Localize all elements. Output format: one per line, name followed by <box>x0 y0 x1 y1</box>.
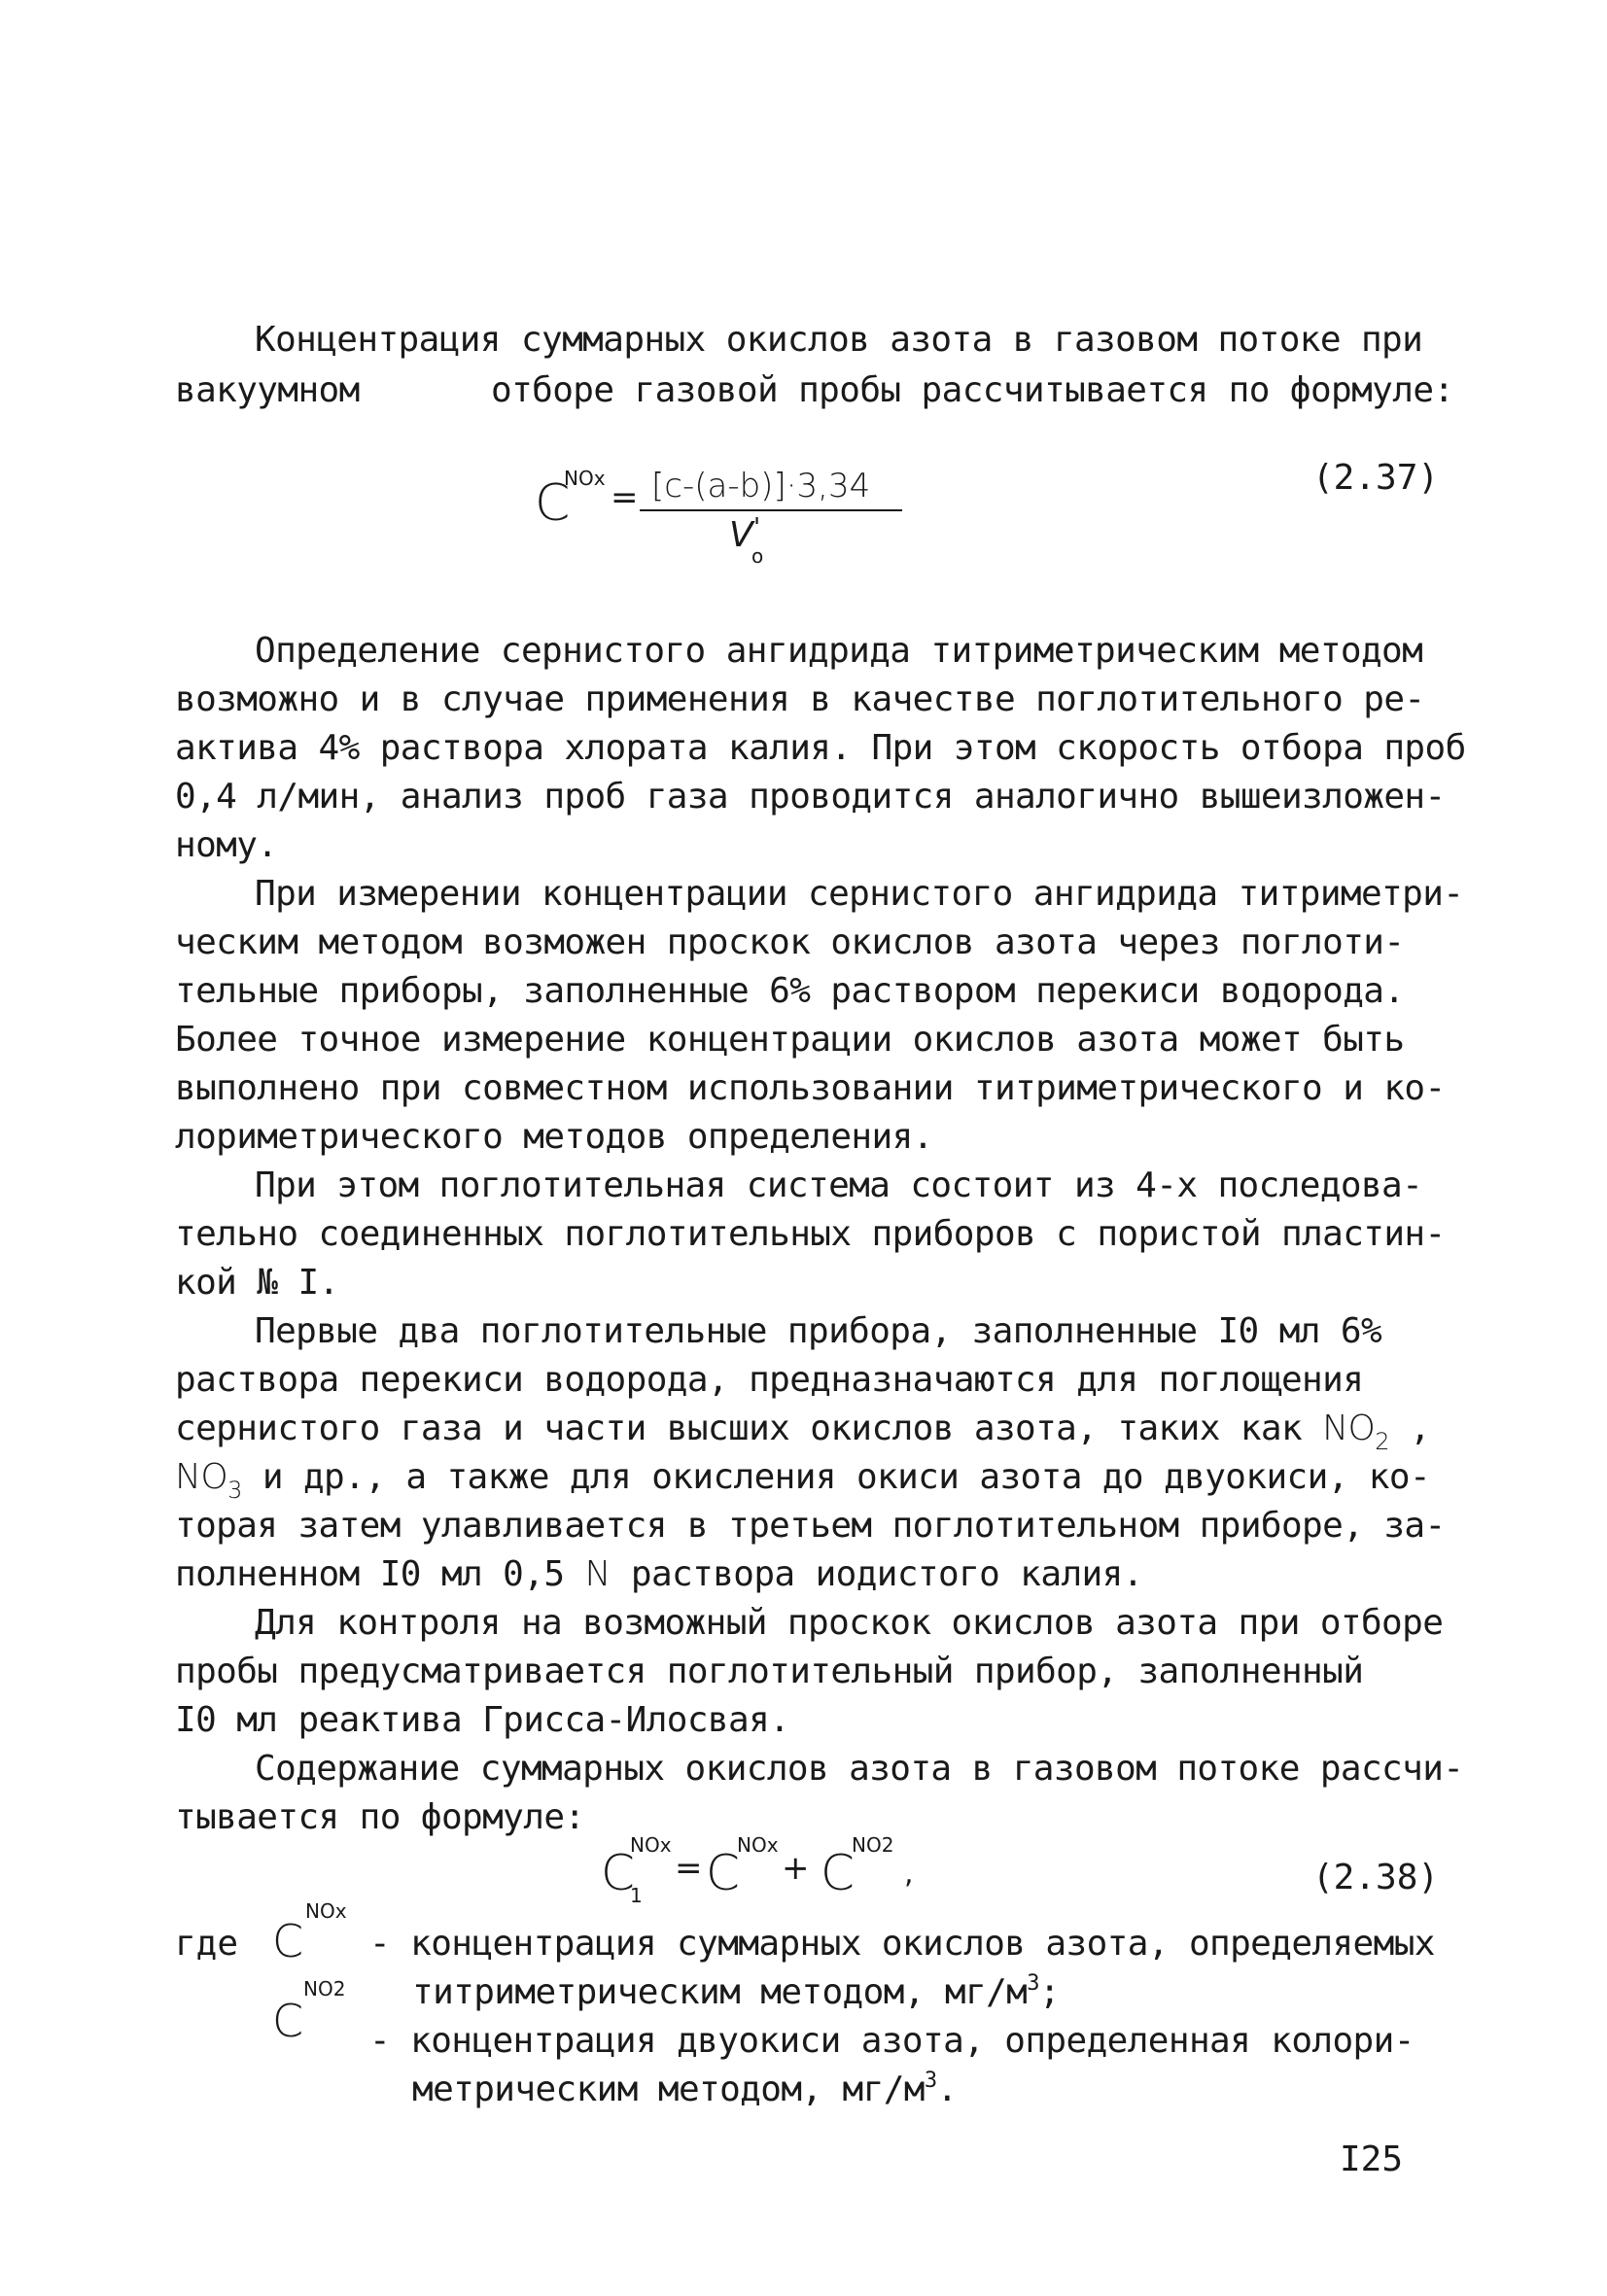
definition-2-symbol <box>272 1973 350 2051</box>
definition-2-line-1: - концентрация двуокиси азота, определенная колори- <box>369 2021 1415 2061</box>
paragraph-1-line-1: Концентрация суммарных окислов азота в газовом потоке при <box>255 320 1423 360</box>
formula-numerator: [c-(a-b)]·3,34 <box>651 467 871 505</box>
paragraph-6-line-3: I0 мл реактива Грисса-Илосвая. <box>175 1700 790 1740</box>
paragraph-5-line-4-text: и др., а также для окисления окиси азота до двуокиси, ко- <box>241 1457 1431 1497</box>
paragraph-5-line-1: Первые два поглотительные прибора, заполненные I0 мл 6% <box>255 1311 1382 1351</box>
formula-2-37 <box>535 457 904 574</box>
paragraph-2-line-5: ному. <box>175 825 278 865</box>
definition-2-line-2-text: метрическим методом, мг/м <box>412 2070 925 2109</box>
paragraph-2-line-3: актива 4% раствора хлората калия. При этом скорость отбора проб <box>175 728 1466 768</box>
paragraph-5-line-2: раствора перекиси водорода, предназначаются для поглощения <box>175 1360 1364 1400</box>
formula-equals: = <box>611 478 639 517</box>
paragraph-5-line-4 <box>175 1454 1430 1504</box>
formula-c3: C <box>821 1845 855 1901</box>
paragraph-4-line-3: кой № I. <box>175 1263 339 1303</box>
equation-number-2-37: (2.37) <box>1312 458 1440 498</box>
paragraph-4-line-2: тельно соединенных поглотительных приборов с пористой пластин- <box>175 1214 1446 1254</box>
paragraph-6-line-1: Для контроля на возможный проскок окислов азота при отборе <box>255 1603 1444 1643</box>
formula-denominator-prime: ' <box>753 513 761 542</box>
formula-c-symbol: C <box>535 474 571 533</box>
paragraph-5-line-3-text: сернистого газа и части высших окислов азота, таких как <box>175 1409 1323 1448</box>
definition-1-c: C <box>272 1915 304 1967</box>
normality-symbol: N <box>584 1554 611 1594</box>
paragraph-7-line-2: тывается по формуле: <box>175 1797 585 1837</box>
paragraph-2-line-1: Определение сернистого ангидрида титриметрическим методом <box>255 631 1423 671</box>
paragraph-3-line-5: выполнено при совместном использовании титриметрического и ко- <box>175 1068 1446 1108</box>
definition-2-superscript: NO2 <box>303 1977 346 2000</box>
formula-c1-subscript: 1 <box>630 1884 643 1907</box>
formula-plus: + <box>782 1849 810 1888</box>
formula-equals: = <box>675 1849 703 1888</box>
paragraph-3-line-2: ческим методом возможен проскок окислов азота через поглоти- <box>175 922 1405 962</box>
paragraph-6-line-2: пробы предусматривается поглотительный прибор, заполненный <box>175 1652 1364 1691</box>
paragraph-7-line-1: Содержание суммарных окислов азота в газовом потоке рассчи- <box>255 1749 1464 1789</box>
paragraph-3-line-6: лориметрического методов определения. <box>175 1117 933 1157</box>
definition-1-line-2-end: ; <box>1038 1972 1060 2012</box>
paragraph-1-line-2b: отборе газовой пробы рассчитывается по формуле: <box>491 370 1454 410</box>
definition-2-c: C <box>272 1995 304 2047</box>
no2-formula: NO <box>1322 1409 1376 1448</box>
formula-c1: C <box>601 1845 635 1901</box>
paragraph-3-line-1: При измерении концентрации сернистого ангидрида титриметри- <box>255 874 1464 914</box>
definition-2-unit-exponent: 3 <box>924 2069 937 2093</box>
formula-denominator: V <box>729 515 753 555</box>
definition-1-symbol <box>272 1899 350 1967</box>
paragraph-3-line-4: Более точное измерение концентрации окислов азота может быть <box>175 1020 1405 1060</box>
formula-c2-superscript: NOx <box>737 1833 779 1857</box>
formula-c3-superscript: NO2 <box>852 1833 894 1857</box>
formula-comma: , <box>904 1857 914 1891</box>
definition-2-line-2-end: . <box>936 2070 958 2109</box>
paragraph-4-line-1: При этом поглотительная система состоит из 4-х последова- <box>255 1165 1423 1205</box>
fraction-bar <box>640 509 902 511</box>
equation-number-2-38: (2.38) <box>1312 1858 1440 1897</box>
definition-2-line-2 <box>412 2067 958 2118</box>
no3-formula: NO <box>175 1457 228 1497</box>
no2-subscript: 2 <box>1375 1428 1389 1455</box>
definition-1-line-2 <box>412 1969 1060 2021</box>
where-label: где <box>175 1924 239 1964</box>
definition-1-superscript: NOx <box>305 1899 347 1923</box>
formula-c1-superscript: NOx <box>630 1833 672 1857</box>
definition-1-unit-exponent: 3 <box>1027 1971 1039 1996</box>
formula-denominator-sub: o <box>751 544 764 568</box>
paragraph-5-line-3 <box>175 1406 1430 1455</box>
paragraph-5-line-6 <box>175 1551 1143 1598</box>
definition-1-line-2-text: титриметрическим методом, мг/м <box>412 1972 1028 2012</box>
paragraph-5-line-6-text-b: раствора иодистого калия. <box>610 1554 1143 1594</box>
paragraph-5-line-6-text-a: полненном I0 мл 0,5 <box>175 1554 585 1594</box>
paragraph-5-line-3-comma: , <box>1388 1409 1431 1448</box>
paragraph-1-line-2a: вакуумном <box>175 370 360 410</box>
page-number: I25 <box>1340 2139 1404 2179</box>
formula-c2: C <box>706 1845 740 1901</box>
formula-c-superscript: NOx <box>564 467 606 490</box>
paragraph-3-line-3: тельные приборы, заполненные 6% раствором перекиси водорода. <box>175 971 1405 1011</box>
paragraph-2-line-4: 0,4 л/мин, анализ проб газа проводится аналогично вышеизложен- <box>175 777 1446 817</box>
paragraph-2-line-2: возможно и в случае применения в качестве поглотительного ре- <box>175 679 1425 719</box>
no3-subscript: 3 <box>227 1477 242 1504</box>
paragraph-5-line-5: торая затем улавливается в третьем поглотительном приборе, за- <box>175 1506 1446 1546</box>
formula-2-38 <box>601 1827 951 1915</box>
definition-1-line-1: - концентрация суммарных окислов азота, определяемых <box>369 1924 1435 1964</box>
